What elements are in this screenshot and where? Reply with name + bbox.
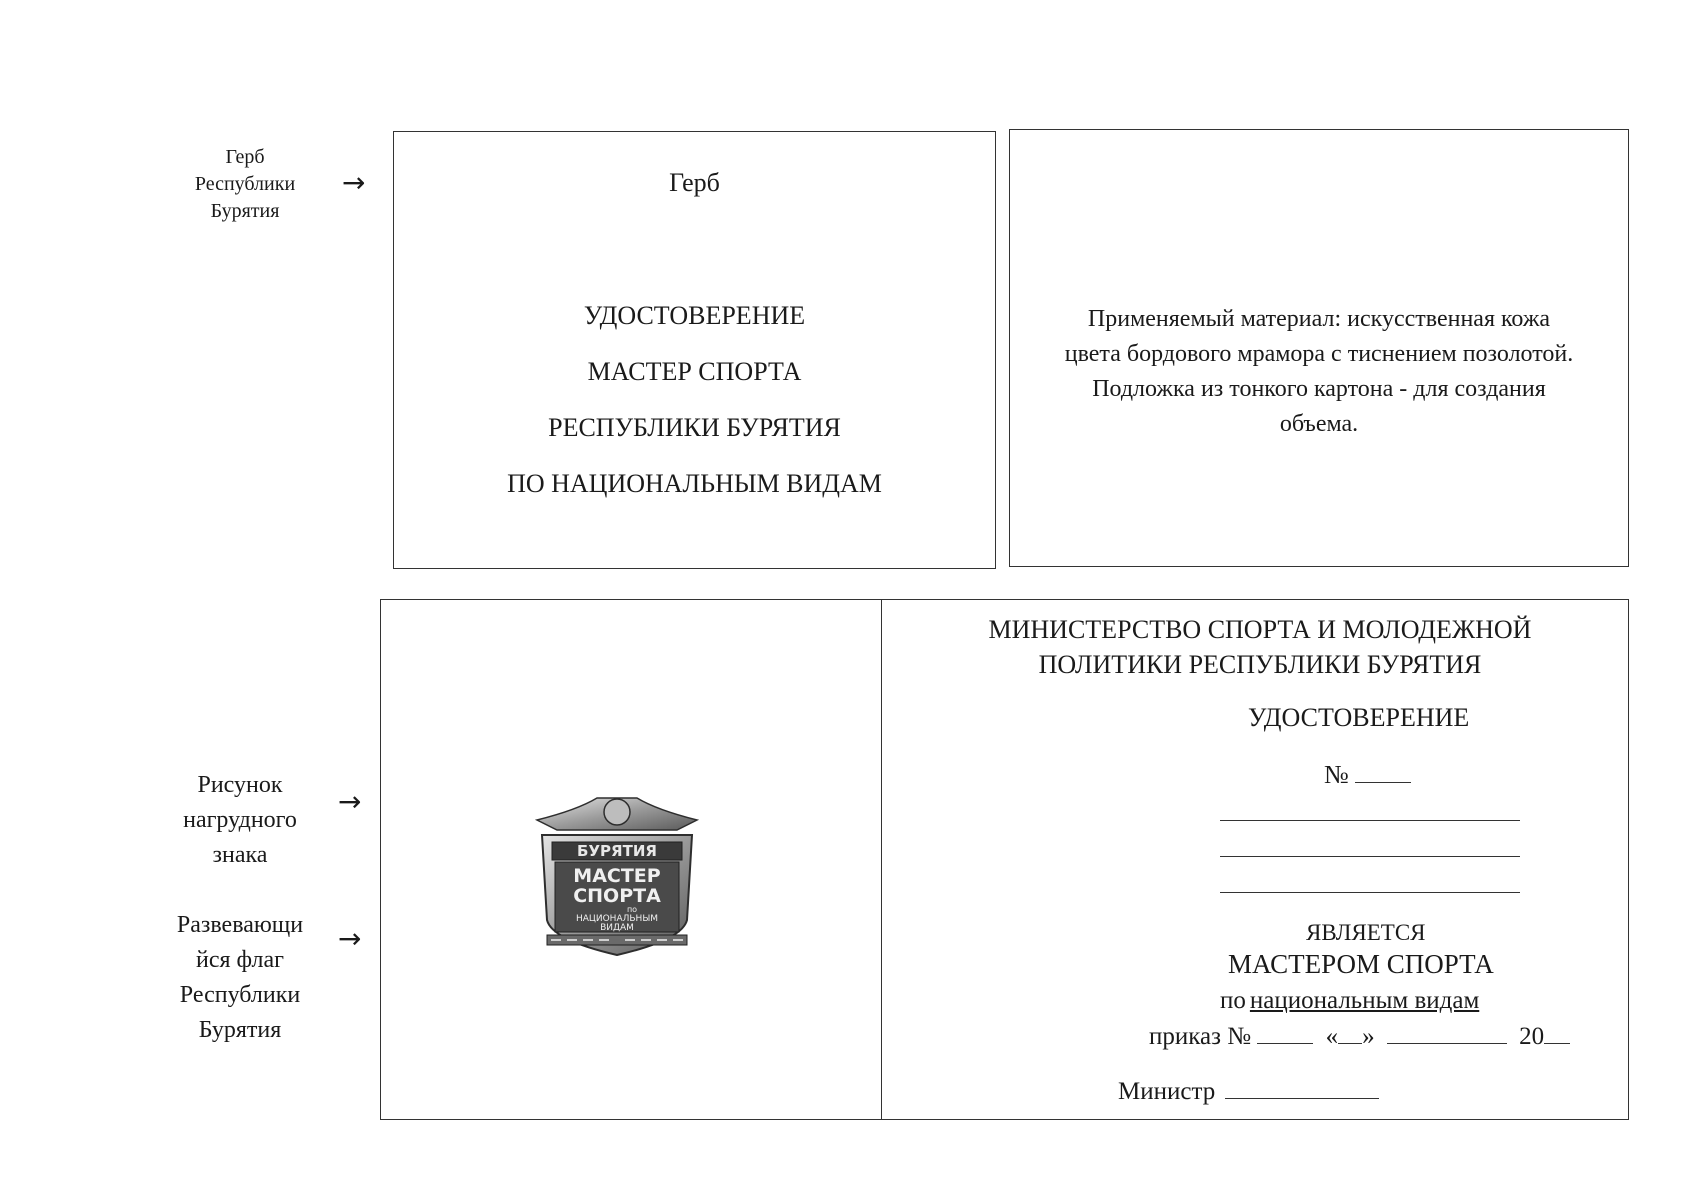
order-number-blank: [1257, 1021, 1313, 1044]
material-line: цвета бордового мрамора с тиснением позолотой.: [1064, 341, 1574, 367]
badge-top-text: БУРЯТИЯ: [577, 842, 657, 860]
label-badge-line: знака: [212, 842, 268, 868]
cover-title-line: УДОСТОВЕРЕНИЕ: [583, 301, 806, 330]
spread-divider: [881, 600, 882, 1119]
label-flag-line: Бурятия: [198, 1017, 282, 1043]
label-flag: [150, 908, 330, 1048]
material-description: [1010, 302, 1628, 442]
order-line: [1149, 1021, 1570, 1051]
material-line: Подложка из тонкого картона - для создания: [1092, 376, 1546, 402]
arrow-icon: →: [338, 922, 362, 955]
kind-line: [1220, 987, 1479, 1015]
quote-open: «: [1325, 1023, 1339, 1050]
minister-signature-blank: [1225, 1076, 1379, 1099]
label-gerb-line: Республики: [194, 173, 296, 195]
name-line: [1220, 856, 1520, 857]
emblem-placeholder: Герб: [669, 168, 720, 197]
po-label: по: [1220, 987, 1246, 1014]
ministry-line: ПОЛИТИКИ РЕСПУБЛИКИ БУРЯТИЯ: [1038, 650, 1482, 679]
arrow-icon: →: [338, 785, 362, 818]
kind-label: национальным видам: [1249, 987, 1480, 1014]
certificate-title: УДОСТОВЕРЕНИЕ: [1248, 703, 1470, 732]
material-line: объема.: [1279, 411, 1359, 437]
badge-image: [527, 790, 707, 970]
label-badge-line: нагрудного: [183, 807, 297, 833]
label-gerb-line: Бурятия: [210, 200, 280, 222]
year-blank: [1544, 1021, 1570, 1044]
label-flag-line: йся флаг: [196, 947, 284, 973]
cover-title-line: МАСТЕР СПОРТА: [587, 357, 802, 386]
cover-back-box: [1009, 129, 1629, 567]
year-prefix: 20: [1519, 1023, 1545, 1050]
arrow-icon: →: [342, 166, 366, 199]
ministry-line: МИНИСТЕРСТВО СПОРТА И МОЛОДЕЖНОЙ: [988, 615, 1532, 644]
label-flag-line: Республики: [179, 982, 301, 1008]
badge-emblem: [604, 799, 630, 825]
label-flag-line: Развевающи: [176, 912, 304, 938]
label-gerb-line: Герб: [225, 146, 265, 168]
label-gerb: [175, 144, 315, 225]
label-badge-line: Рисунок: [197, 772, 283, 798]
badge-line2: СПОРТА: [573, 885, 661, 907]
number-label: №: [1324, 760, 1349, 789]
month-blank: [1387, 1021, 1507, 1044]
material-line: Применяемый материал: искусственная кожа: [1087, 306, 1551, 332]
badge-line1: МАСТЕР: [573, 865, 661, 887]
is-label: ЯВЛЯЕТСЯ: [1306, 920, 1426, 945]
cover-front-box: [393, 131, 996, 569]
minister-line: [1118, 1076, 1379, 1106]
badge-line3: по: [626, 905, 638, 914]
certificate-number: [1324, 760, 1411, 790]
badge-line5: ВИДАМ: [600, 923, 634, 933]
day-blank: [1338, 1021, 1362, 1044]
minister-label: Министр: [1118, 1078, 1216, 1105]
ministry-title: [900, 612, 1620, 682]
name-line: [1220, 820, 1520, 821]
number-blank: [1355, 760, 1411, 783]
badge-line4: НАЦИОНАЛЬНЫМ: [575, 914, 659, 924]
quote-close: »: [1362, 1023, 1375, 1050]
cover-title-line: ПО НАЦИОНАЛЬНЫМ ВИДАМ: [507, 469, 882, 498]
master-label: МАСТЕРОМ СПОРТА: [1228, 949, 1494, 979]
label-badge-picture: [155, 768, 325, 873]
order-label: приказ №: [1149, 1023, 1252, 1050]
cover-title-line: РЕСПУБЛИКИ БУРЯТИЯ: [548, 413, 841, 442]
name-line: [1220, 892, 1520, 893]
